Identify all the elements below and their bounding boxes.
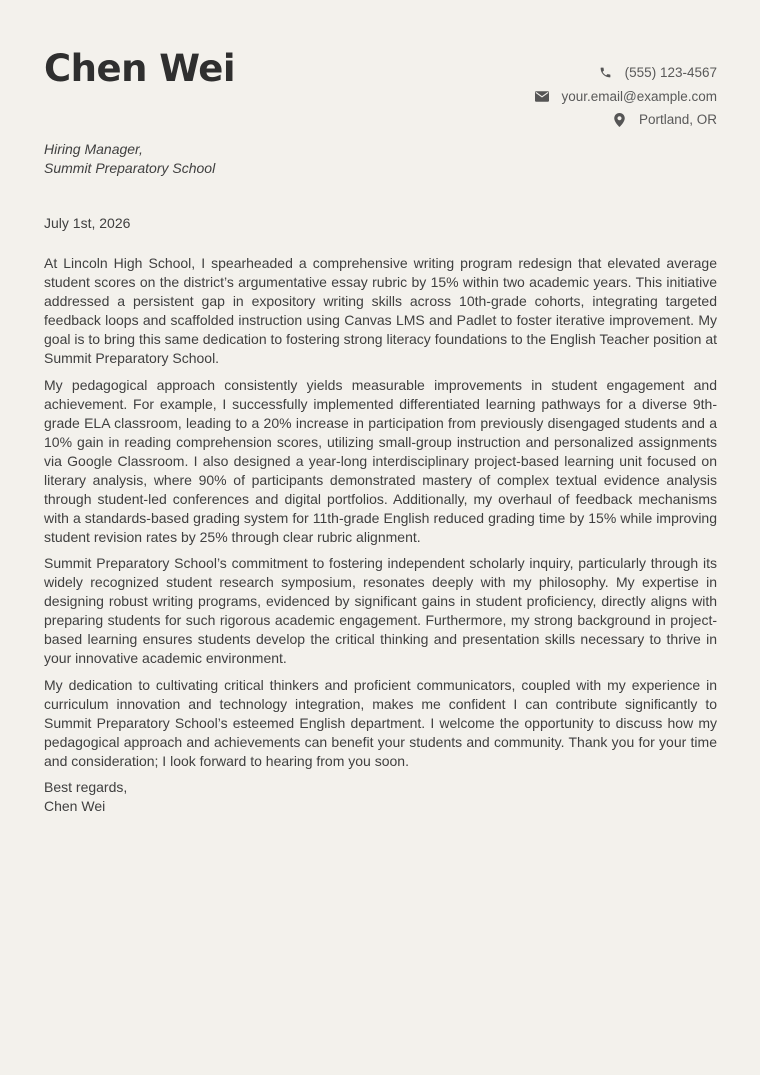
body-paragraph-2: My pedagogical approach consistently yields measurable improvements in student engagement and achievement. For example, I successfully implemented differentiated learning pathways for a diverse 9th-grade ELA classroom, leading to a 20% increase in participation from previously disengaged students and a 10% gain in reading comprehension scores, utilizing small-group instruction and personalized assignments via Google Classroom. I also designed a year-long interdisciplinary project-based learning unit focused on literary analysis, where 90% of participants demonstrated mastery of complex textual evidence analysis through student-led conferences and digital portfolios. Additionally, my overhaul of feedback mechanisms with a standards-based grading system for 11th-grade English reduced grading time by 15% while improving student revision rates by 25% through clear rubric alignment. bbox=[44, 376, 717, 545]
closing-block bbox=[44, 778, 717, 816]
contact-block bbox=[535, 61, 717, 132]
recipient-block bbox=[44, 140, 215, 178]
body-paragraph-4: My dedication to cultivating critical thinkers and proficient communicators, coupled with my experience in curriculum innovation and technology integration, makes me confident I can contribute significantly to Summit Preparatory School’s esteemed English department. I welcome the opportunity to discuss how my pedagogical approach and achievements can benefit your students and community. Thank you for your time and consideration; I look forward to hearing from you soon. bbox=[44, 676, 717, 769]
recipient-title: Hiring Manager, bbox=[44, 141, 143, 157]
letter-header bbox=[44, 0, 717, 140]
letter-date: July 1st, 2026 bbox=[44, 215, 131, 231]
phone-icon bbox=[599, 66, 613, 80]
envelope-icon bbox=[535, 89, 549, 103]
location-text: Portland, OR bbox=[638, 112, 717, 128]
contact-location bbox=[535, 108, 717, 132]
email-text: your.email@example.com bbox=[561, 88, 717, 104]
closing-signature: Chen Wei bbox=[44, 798, 106, 814]
letter-body bbox=[44, 254, 717, 816]
phone-text: (555) 123-4567 bbox=[624, 65, 717, 81]
recipient-organization: Summit Preparatory School bbox=[44, 160, 216, 176]
applicant-name: Chen Wei bbox=[44, 47, 236, 90]
contact-email bbox=[535, 85, 717, 109]
closing-salutation: Best regards, bbox=[44, 779, 128, 795]
contact-phone bbox=[535, 61, 717, 85]
cover-letter-page bbox=[44, 0, 717, 1075]
body-paragraph-3: Summit Preparatory School’s commitment to fostering independent scholarly inquiry, particularly through its widely recognized student research symposium, resonates deeply with my philosophy. My expertise in designing robust writing programs, evidenced by significant gains in student proficiency, directly aligns with preparing students for such rigorous academic engagement. Furthermore, my strong background in project-based learning ensures students develop the critical thinking and presentation skills necessary to thrive in your innovative academic environment. bbox=[44, 555, 717, 666]
map-pin-icon bbox=[613, 113, 627, 127]
body-paragraph-1: At Lincoln High School, I spearheaded a comprehensive writing program redesign that elevated average student scores on the district’s argumentative essay rubric by 15% within two academic years. This initiative addressed a persistent gap in expository writing skills across 10th-grade cohorts, integrating targeted feedback loops and scaffolded instruction using Canvas LMS and Padlet to foster iterative improvement. My goal is to bring this same dedication to fostering strong literacy foundations to the English Teacher position at Summit Preparatory School. bbox=[44, 255, 717, 366]
